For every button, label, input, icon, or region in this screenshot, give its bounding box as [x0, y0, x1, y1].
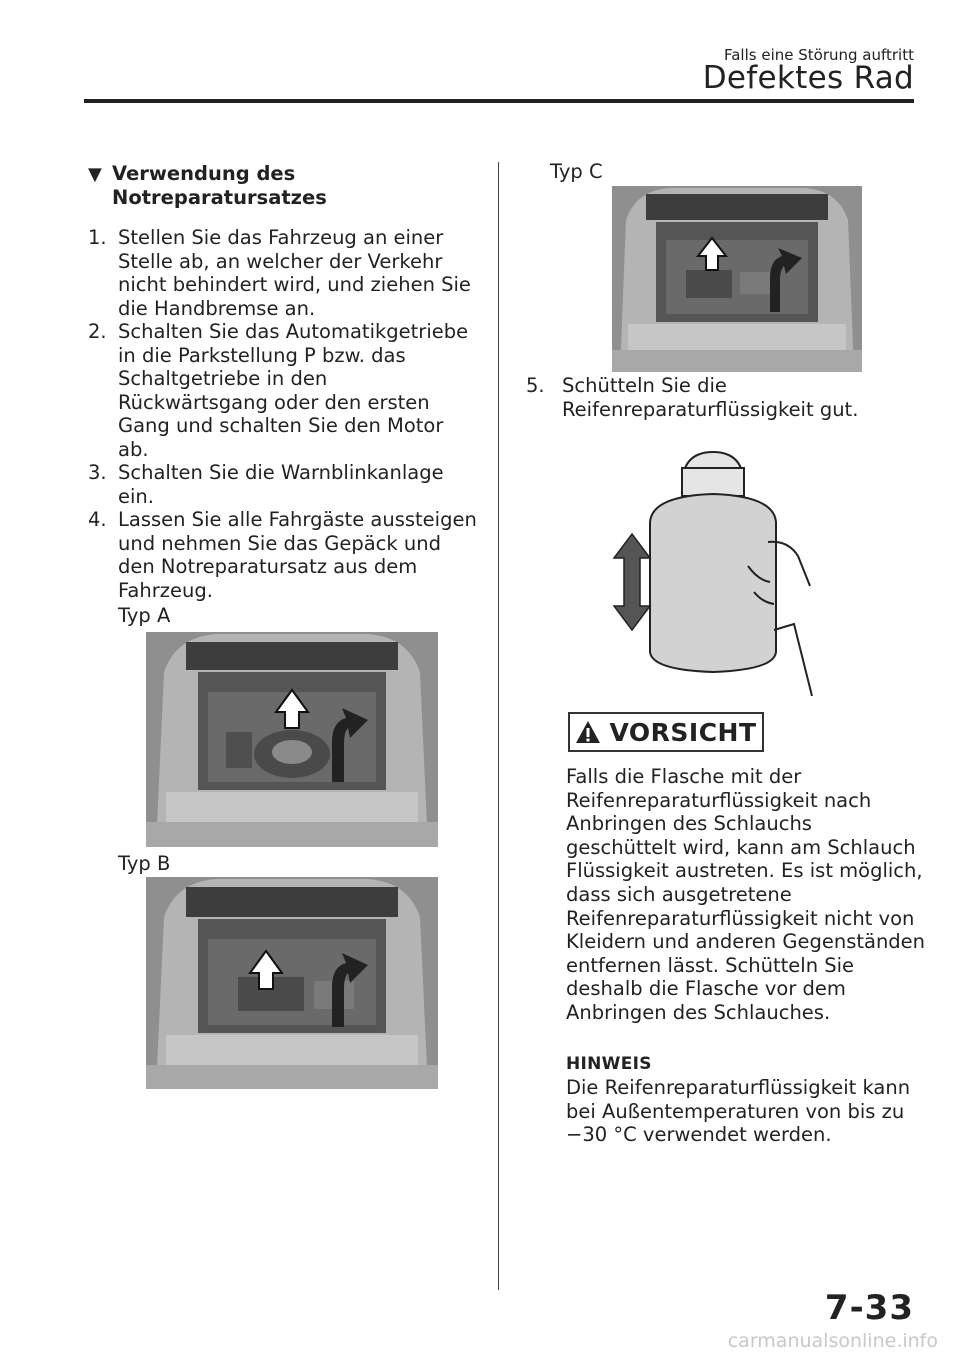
step-5 — [526, 374, 926, 421]
step-number: 2. — [88, 320, 107, 343]
column-divider — [498, 162, 499, 1290]
trunk-figure-typ-b — [146, 877, 438, 1089]
note-heading: HINWEIS — [566, 1054, 652, 1074]
step-number: 4. — [88, 508, 107, 531]
note-text: Die Reifenreparaturflüssigkeit kann bei Außentemperaturen von bis zu −30 °C verwendet werden. — [566, 1076, 911, 1147]
step-text: Schütteln Sie die Reifenreparaturflüssigkeit gut. — [562, 374, 859, 421]
heading-line-1: Verwendung des — [112, 162, 296, 185]
typ-a-label: Typ A — [118, 604, 171, 627]
list-item — [88, 226, 480, 320]
triangle-down-icon: ▼ — [88, 164, 102, 185]
list-item — [88, 461, 480, 508]
steps-list — [88, 226, 480, 602]
right-column — [518, 160, 928, 184]
header-section: Falls eine Störung auftritt — [723, 46, 914, 64]
trunk-figure-typ-c — [612, 186, 862, 372]
header-rule — [84, 99, 914, 103]
step-number: 3. — [88, 461, 107, 484]
step-number: 5. — [526, 374, 545, 397]
warning-triangle-icon — [575, 720, 601, 744]
page-title: Defektes Rad — [702, 60, 914, 96]
caution-box — [568, 712, 764, 752]
typ-b-label: Typ B — [118, 852, 171, 875]
typ-c-label: Typ C — [550, 160, 603, 183]
heading-line-2: Notreparatursatzes — [112, 186, 327, 209]
section-heading — [88, 162, 480, 210]
caution-label: VORSICHT — [609, 717, 757, 747]
page-number: 7-33 — [824, 1288, 914, 1328]
left-column — [88, 162, 480, 628]
step-text: Lassen Sie alle Fahrgäste aussteigen und nehmen Sie das Gepäck und den Notreparatursatz aus dem Fahrzeug. — [118, 508, 477, 602]
list-item — [88, 508, 480, 602]
step-text: Schalten Sie das Automatikgetriebe in die Parkstellung P bzw. das Schaltgetriebe in den Rückwärtsgang oder den ersten Gang und schalten Sie den Motor ab. — [118, 320, 469, 461]
watermark: carmanualsonline.info — [727, 1330, 938, 1352]
step-text: Schalten Sie die Warnblinkanlage ein. — [118, 461, 444, 508]
bottle-shake-illustration — [598, 446, 828, 696]
list-item — [88, 320, 480, 461]
step-text: Stellen Sie das Fahrzeug an einer Stelle ab, an welcher der Verkehr nicht behindert wird, und ziehen Sie die Handbremse an. — [118, 226, 471, 320]
caution-text: Falls die Flasche mit der Reifenreparaturflüssigkeit nach Anbringen des Schlauchs geschüttelt wird, kann am Schlauch Flüssigkeit austreten. Es ist möglich, dass sich ausgetretene Reifenreparaturflüssigkeit nicht von Kleidern und anderen Gegenständen entfernen lässt. Schütteln Sie deshalb die Flasche vor dem Anbringen des Schlauches. — [566, 765, 926, 1024]
trunk-figure-typ-a — [146, 632, 438, 847]
double-arrow-icon — [614, 534, 650, 630]
step-number: 1. — [88, 226, 107, 249]
